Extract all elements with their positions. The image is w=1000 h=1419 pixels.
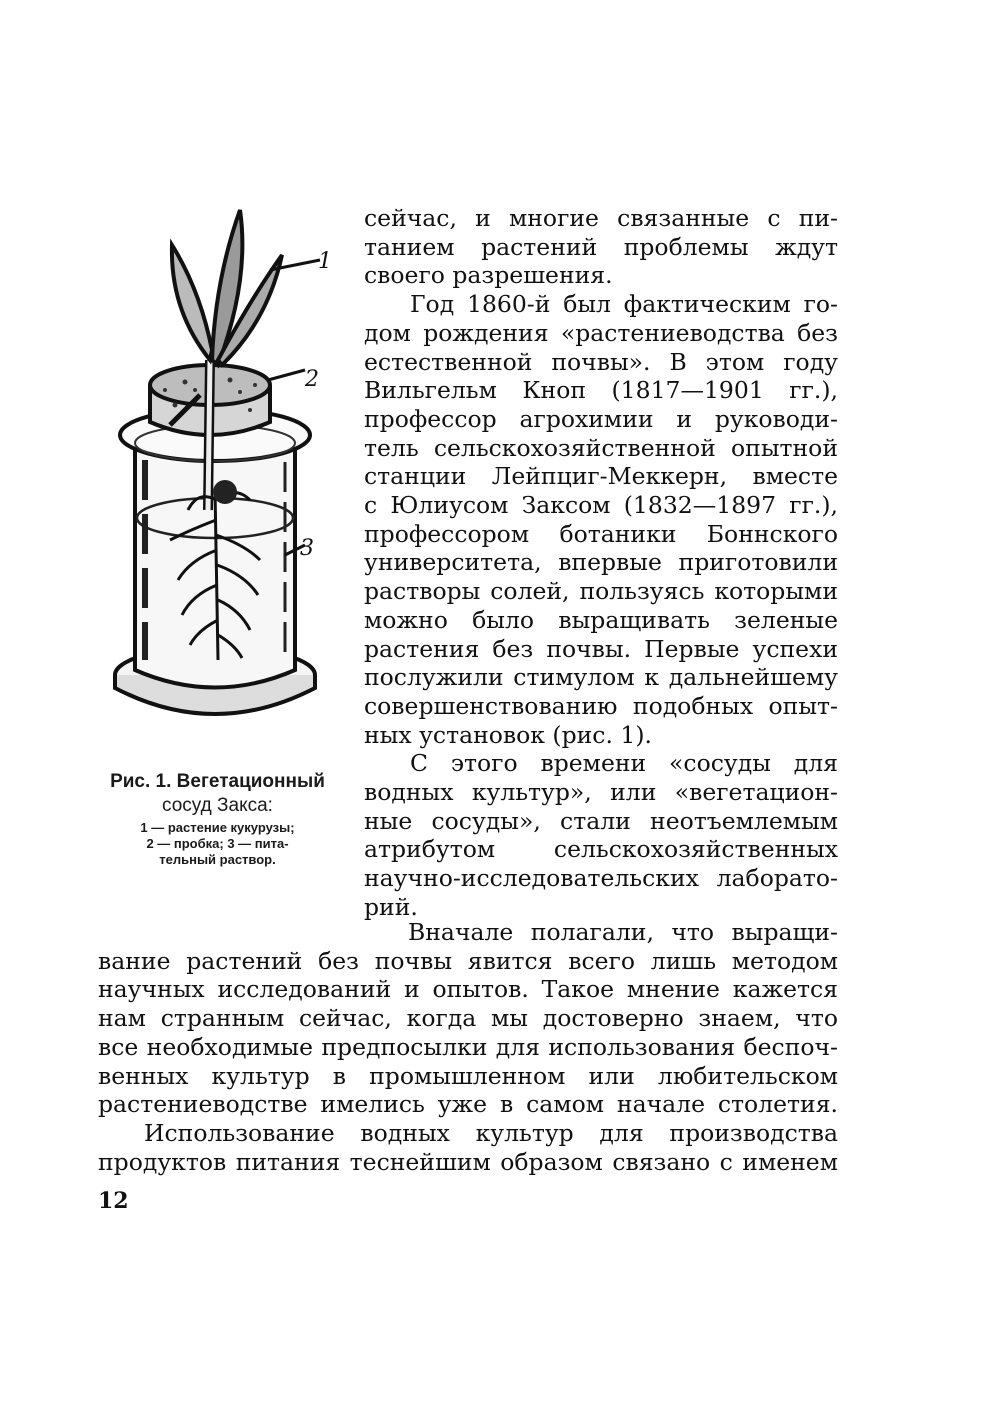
text-line: Вильгельм Кноп (1817—1901 гг.), xyxy=(364,376,838,405)
callout-3: 3 xyxy=(300,536,314,561)
caption-legend xyxy=(90,820,345,868)
text-line: университета, впервые приготовили xyxy=(364,548,838,577)
text-line: ные сосуды», стали неотъемлемым xyxy=(364,806,838,835)
text-line: растения без почвы. Первые успехи xyxy=(364,634,838,663)
page-number: 12 xyxy=(98,1188,129,1214)
callout-2: 2 xyxy=(305,367,319,392)
caption-legend-line: 2 — пробка; 3 — пита- xyxy=(146,836,289,851)
text-line: сейчас, и многие связанные с пи- xyxy=(364,204,838,232)
text-line: продуктов питания теснейшим образом связано с именем xyxy=(98,1147,838,1176)
text-line: нам странным сейчас, когда мы достоверно знаем, что xyxy=(98,1004,838,1033)
text-line: станции Лейпциг-Меккерн, вместе xyxy=(364,462,838,491)
text-line: ных установок (рис. 1). xyxy=(364,720,653,749)
text-line: вание растений без почвы явится всего лишь методом xyxy=(98,946,838,975)
column-text xyxy=(364,204,838,922)
text-line: водных культур», или «вегетацион- xyxy=(364,778,838,807)
text-line: совершенствованию подобных опыт- xyxy=(364,691,838,720)
caption-legend-line: 1 — растение кукурузы; xyxy=(140,820,295,835)
text-line: научно-исследовательских лаборато- xyxy=(364,864,838,893)
text-line: растворы солей, пользуясь которыми xyxy=(364,577,838,606)
text-line: танием растений проблемы ждут xyxy=(364,232,838,261)
text-line: можно было выращивать зеленые xyxy=(364,605,838,634)
full-width-text xyxy=(98,918,838,1176)
figure-caption xyxy=(90,770,345,868)
text-line: своего разрешения. xyxy=(364,261,613,290)
text-line: Использование водных культур для производства xyxy=(144,1118,838,1147)
text-line: растениеводстве имелись уже в самом начале столетия. xyxy=(98,1090,838,1119)
text-line: профессор агрохимии и руководи- xyxy=(364,404,838,433)
text-line: научных исследований и опытов. Такое мнение кажется xyxy=(98,975,838,1004)
text-line: естественной почвы». В этом году xyxy=(364,347,838,376)
text-line: Год 1860-й был фактическим го- xyxy=(410,290,838,319)
caption-subtitle: сосуд Закса: xyxy=(162,795,273,816)
caption-legend-line: тельный раствор. xyxy=(159,852,276,867)
text-line: с Юлиусом Заксом (1832—1897 гг.), xyxy=(364,491,838,520)
vegetation-vessel-figure xyxy=(100,200,345,760)
text-line: рий. xyxy=(364,892,418,921)
text-line: С этого времени «сосуды для xyxy=(410,749,838,778)
text-line: тель сельскохозяйственной опытной xyxy=(364,433,838,462)
callout-1: 1 xyxy=(318,249,332,274)
text-line: венных культур в промышленном или любительском xyxy=(98,1061,838,1090)
text-line: атрибутом сельскохозяйственных xyxy=(364,835,838,864)
text-line: все необходимые предпосылки для использования беспоч- xyxy=(98,1032,838,1061)
text-line: Вначале полагали, что выращи- xyxy=(408,918,838,946)
vessel-illustration xyxy=(100,200,345,760)
text-line: послужили стимулом к дальнейшему xyxy=(364,663,838,692)
text-line: дом рождения «растениеводства без xyxy=(364,318,838,347)
caption-title: Рис. 1. Вегетационный xyxy=(110,771,325,792)
text-line: профессором ботаники Боннского xyxy=(364,519,838,548)
